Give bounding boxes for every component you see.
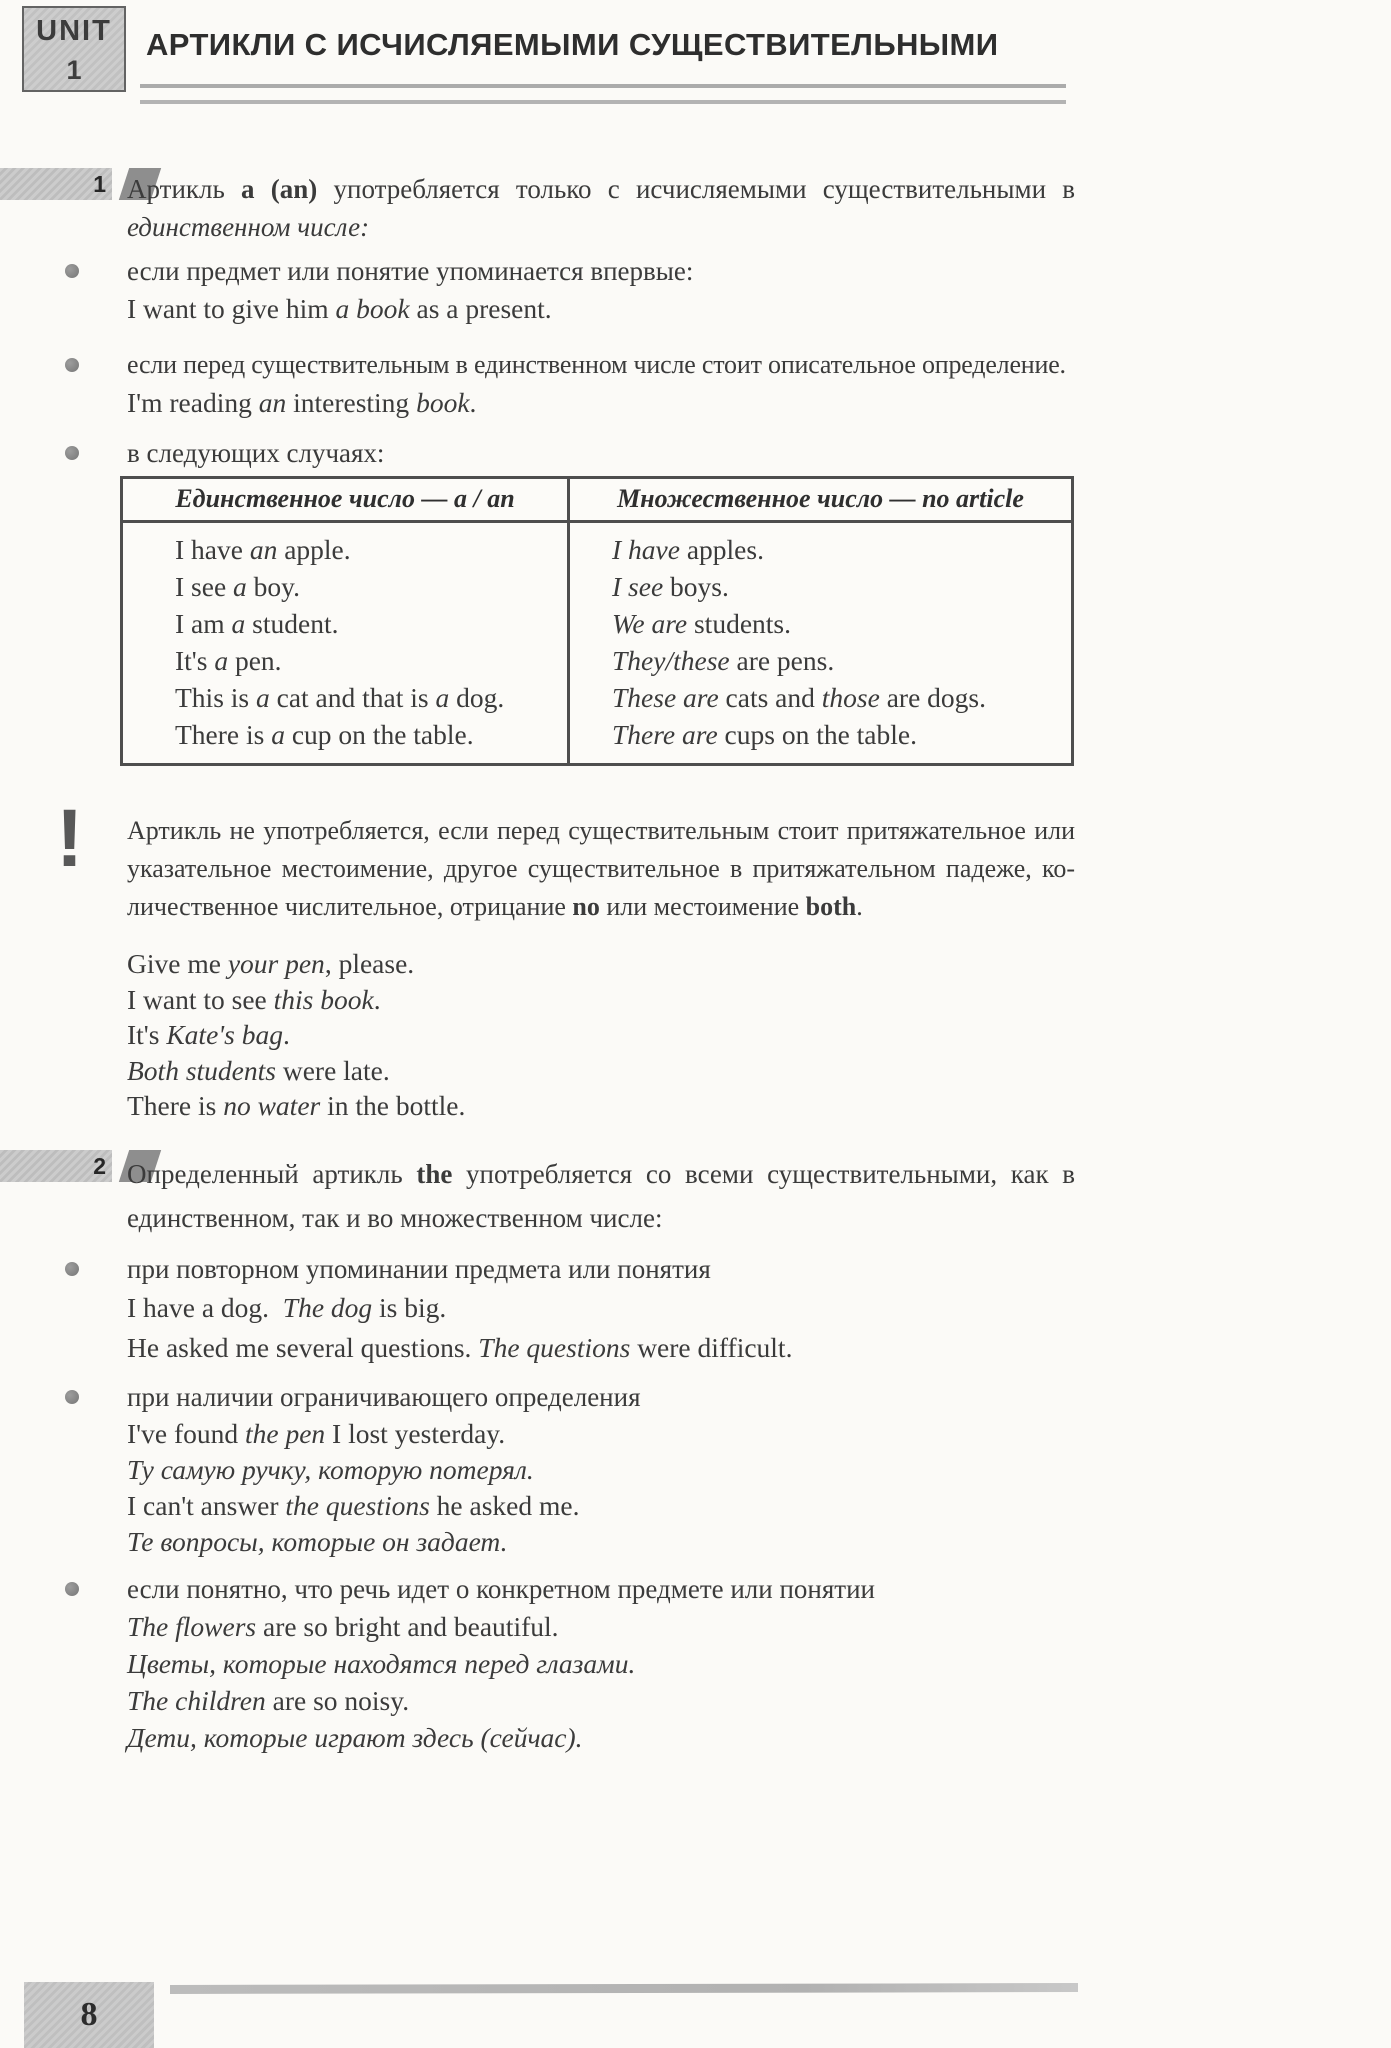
bullet-icon — [65, 1390, 79, 1404]
example-sentence: I can't answer the questions he asked me. — [127, 1490, 580, 1521]
example-sentence: Ту самую ручку, которую потерял. — [127, 1454, 534, 1485]
example-sentence: Цветы, которые находятся перед глазами. — [127, 1648, 636, 1679]
table-row: This is a cat and that is a dog. — [175, 682, 505, 713]
table-row: These are cats and those are dogs. — [612, 682, 986, 713]
example-sentence: The flowers are so bright and beautiful. — [127, 1611, 559, 1642]
bullet-label: при повторном упоминании предмета или понятия — [127, 1254, 711, 1284]
page-number-box — [24, 1982, 154, 2048]
section-2-bullet-1 — [127, 1250, 1075, 1368]
bullet-icon — [65, 358, 79, 372]
example-sentence: The children are so noisy. — [127, 1685, 410, 1716]
bullet-label: если предмет или понятие упоминается впервые: — [127, 256, 694, 286]
section-2-number: 2 — [93, 1153, 106, 1179]
note-section — [127, 812, 1075, 1124]
table-row: I have an apple. — [175, 534, 351, 565]
table-header-singular: Единственное число — a / an — [123, 479, 570, 523]
exclamation-icon: ! — [56, 793, 84, 884]
bullet-icon — [65, 1582, 79, 1596]
table-body-row — [123, 523, 1071, 763]
section-1-intro-line-2: единственном числе: — [127, 212, 370, 242]
table-row: There is a cup on the table. — [175, 719, 474, 750]
section-2-intro-line-1: Определенный артикль the употребляется со всеми существительными, как в — [127, 1159, 1075, 1189]
bullet-icon — [65, 1262, 79, 1276]
footer-rule — [170, 1983, 1078, 1994]
unit-box — [22, 6, 126, 92]
table-row: I see boys. — [612, 571, 729, 602]
bullet-label: если понятно, что речь идет о конкретном предмете или понятии — [127, 1574, 875, 1604]
note-line-3: личественное числительное, отрицание no или местоимение both. — [127, 892, 863, 921]
section-1-bullet-3 — [127, 434, 1075, 472]
examples-table — [120, 476, 1074, 766]
table-header-plural: Множественное число — no article — [570, 479, 1071, 523]
table-row: There are cups on the table. — [612, 719, 917, 750]
example-sentence: Both students were late. — [127, 1054, 390, 1086]
unit-number: 1 — [66, 55, 82, 85]
table-row: I see a boy. — [175, 571, 300, 602]
note-line-1: Артикль не употребляется, если перед существительным стоит притяжательное или — [127, 816, 1075, 845]
table-column-plural — [570, 523, 1071, 763]
unit-label: UNIT — [36, 15, 112, 47]
page-title: АРТИКЛИ С ИСЧИСЛЯЕМЫМИ СУЩЕСТВИТЕЛЬНЫМИ — [146, 27, 999, 62]
section-1-bullet-1 — [127, 252, 1075, 328]
table-row: They/these are pens. — [612, 645, 835, 676]
section-1-intro-line-1: Артикль a (an) употребляется только с исчисляемыми существительными в — [127, 174, 1075, 204]
note-line-2: указательное местоимение, другое существительное в притяжательном падеже, ко- — [127, 854, 1075, 883]
example-sentence: Give me your pen, please. — [127, 948, 415, 979]
example-sentence: I'm reading an interesting book. — [127, 387, 477, 418]
table-row: I am a student. — [175, 608, 339, 639]
section-2-bullet-3 — [127, 1570, 1075, 1756]
example-sentence: There is no water in the bottle. — [127, 1090, 466, 1121]
note-examples — [127, 946, 1075, 1124]
example-sentence: Те вопросы, которые он задает. — [127, 1526, 508, 1557]
table-row: It's a pen. — [175, 645, 282, 676]
bullet-icon — [65, 446, 79, 460]
table-row: I have apples. — [612, 534, 764, 565]
example-sentence: I've found the pen I lost yesterday. — [127, 1418, 506, 1449]
table-row: We are students. — [612, 608, 791, 639]
example-sentence: He asked me several questions. The questions were difficult. — [127, 1332, 793, 1363]
bullet-label: в следующих случаях: — [127, 438, 385, 468]
example-sentence: I want to give him a book as a present. — [127, 293, 552, 324]
section-2-intro-line-2: единственном, так и во множественном числе: — [127, 1203, 663, 1233]
bullet-label: если перед существительным в единственном числе стоит описательное определение. — [127, 350, 1066, 379]
title-underline — [140, 84, 1066, 104]
section-1 — [127, 170, 1075, 472]
page-number: 8 — [80, 1996, 98, 2033]
section-1-number: 1 — [93, 171, 106, 197]
bullet-label: при наличии ограничивающего определения — [127, 1382, 641, 1412]
table-header-row — [123, 479, 1071, 523]
bullet-icon — [65, 264, 79, 278]
section-2-bullet-2 — [127, 1378, 1075, 1560]
section-2 — [127, 1152, 1075, 1756]
example-sentence: I have a dog. The dog is big. — [127, 1292, 447, 1323]
example-sentence: Дети, которые играют здесь (сейчас). — [127, 1722, 583, 1753]
example-sentence: It's Kate's bag. — [127, 1019, 290, 1050]
section-1-bullet-2 — [127, 346, 1075, 422]
example-sentence: I want to see this book. — [127, 983, 381, 1015]
table-column-singular — [123, 523, 570, 763]
